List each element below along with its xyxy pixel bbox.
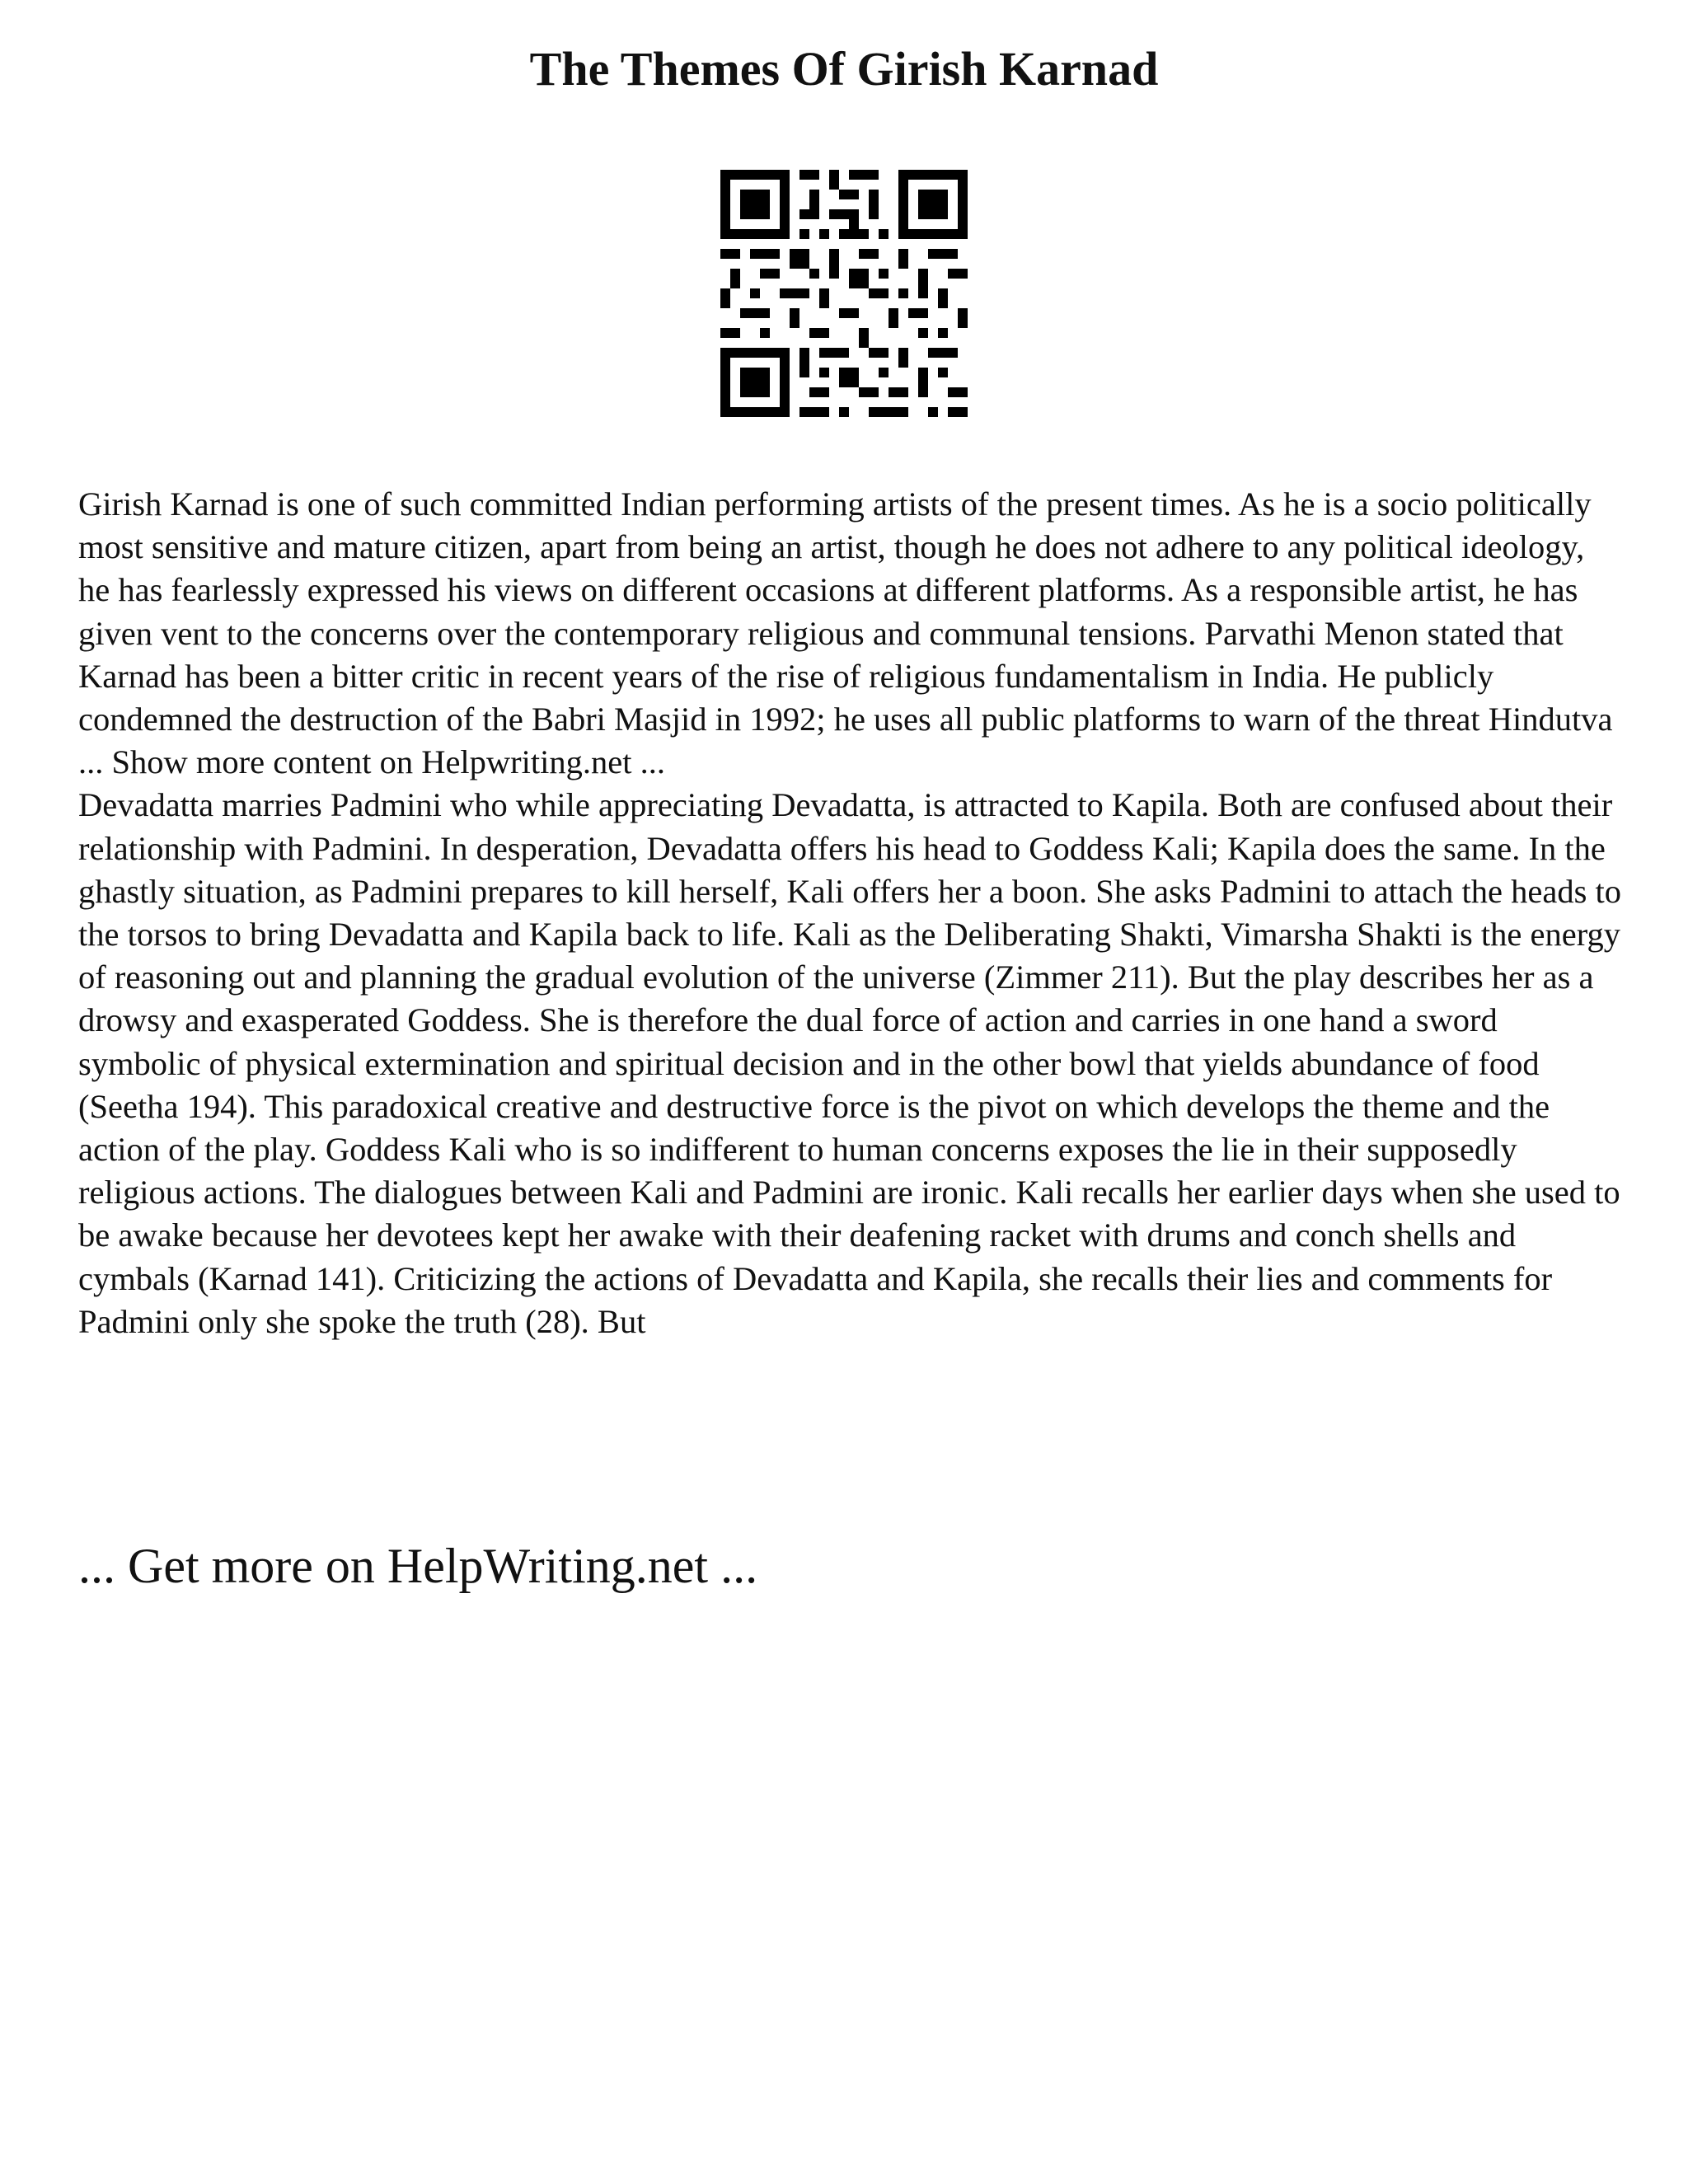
page-title: The Themes Of Girish Karnad — [529, 42, 1159, 96]
get-more-link[interactable]: ... Get more on HelpWriting.net ... — [78, 1539, 758, 1593]
paragraph-summary: Devadatta marries Padmini who while appreciating Devadatta, is attracted to Kapila. Both are confused about their relationship with Padmini. In desperation, Devadatta offers his head to Goddess Kali; Kapila does the same. In the ghastly situation, as Padmini prepares to kill herself, Kali offers her a boon. She asks Padmini to attach the heads to the torsos to bring Devadatta and Kapila back to life. Kali as the Deliberating Shakti, Vimarsha Shakti is the energy of reasoning out and planning the gradual evolution of the universe (Zimmer 211). But the play describes her as a drowsy and exasperated Goddess. She is therefore the dual force of action and carries in one hand a sword symbolic of physical extermination and spiritual decision and in the other bowl that yields abundance of food (Seetha 194). This paradoxical creative and destructive force is the pivot on which develops the theme and the action of the play. Goddess Kali who is so indifferent to human concerns exposes the lie in their supposedly religious actions. The dialogues between Kali and Padmini are ironic. Kali recalls her earlier days when she used to be awake because her devotees kept her awake with their deafening racket with drums and conch shells and cymbals (Karnad 141). Criticizing the actions of Devadatta and Kapila, she recalls their lies and comments for Padmini only she spoke the truth (28). But — [78, 786, 1621, 1340]
paragraph-intro: Girish Karnad is one of such committed Indian performing artists of the present times. As he is a socio politically most sensitive and mature citizen, apart from being an artist, though he does not adhere to any political ideology, he has fearlessly expressed his views on different occasions at different platforms. As a responsible artist, he has given vent to the concerns over the contemporary religious and communal tensions. Parvathi Menon stated that Karnad has been a bitter critic in recent years of the rise of religious fundamentalism in India. He publicly condemned the destruction of the Babri Masjid in 1992; he uses all public platforms to warn of the threat Hindutva ... Show more content on Helpwriting.net ... — [78, 485, 1613, 781]
article-body — [78, 483, 1624, 1343]
qr-code — [720, 170, 968, 417]
